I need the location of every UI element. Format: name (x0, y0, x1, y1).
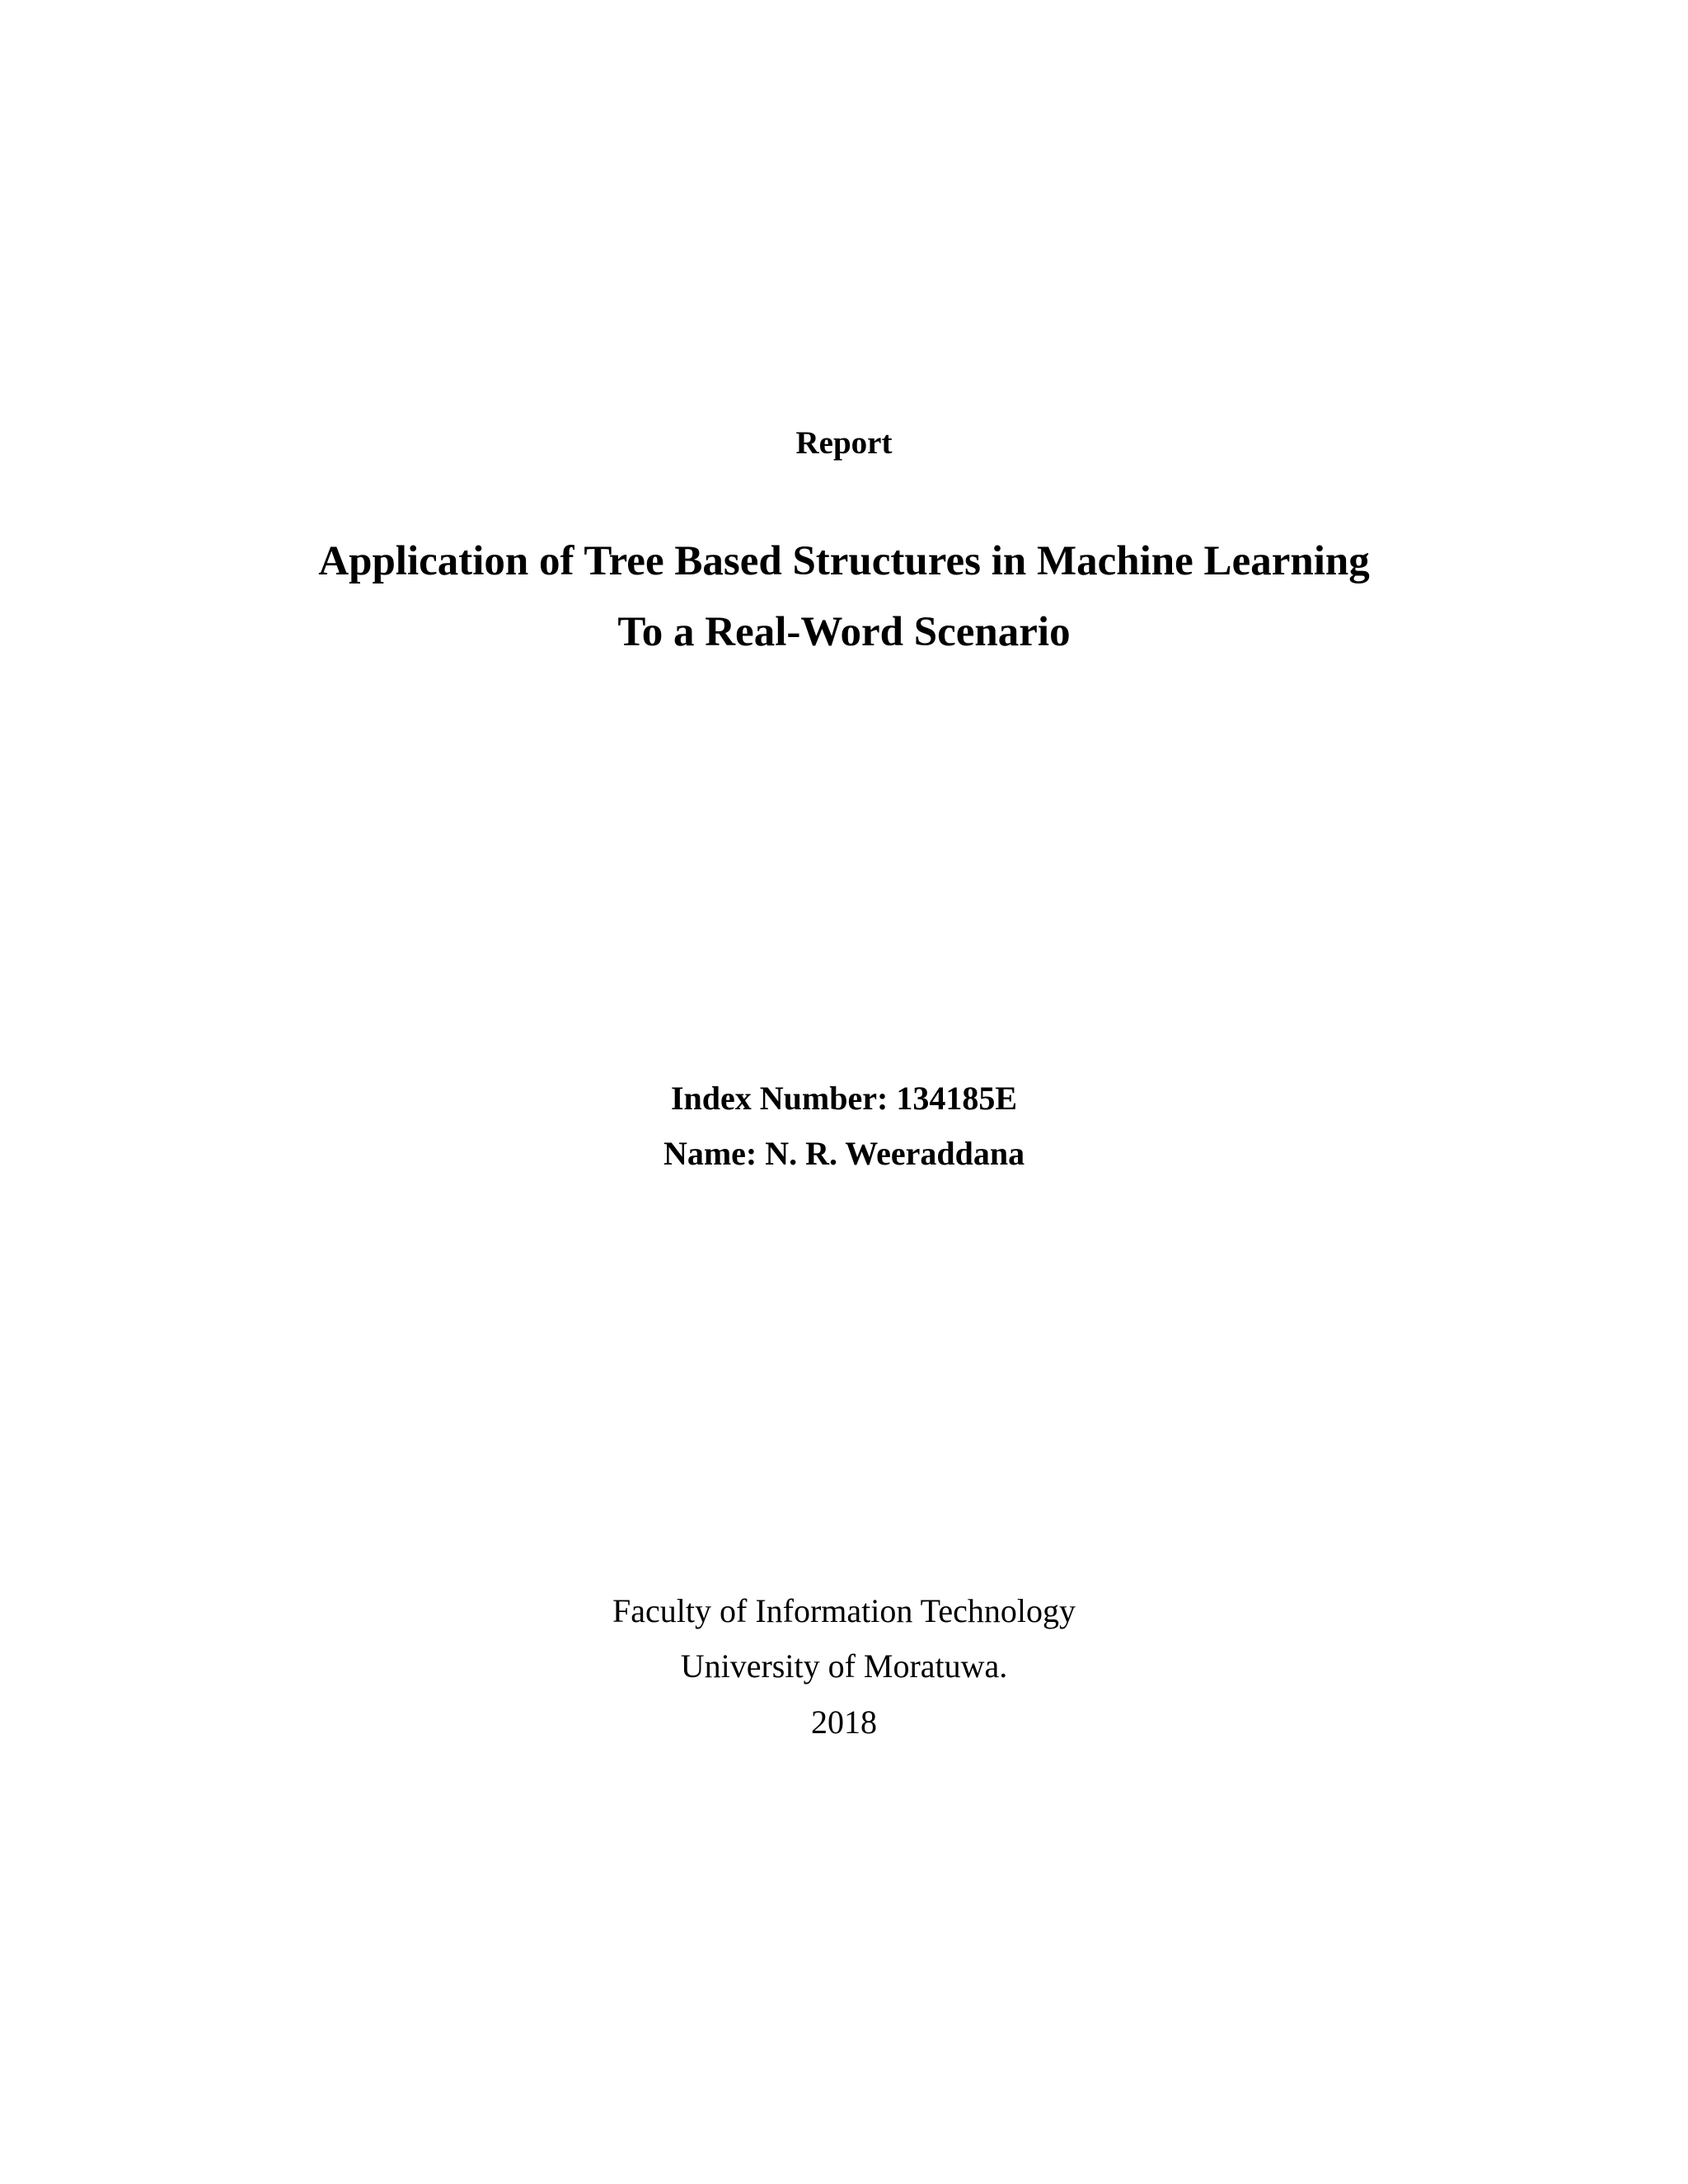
author-name: Name: N. R. Weeraddana (663, 1135, 1025, 1172)
publication-year: 2018 (811, 1704, 877, 1741)
report-title-line-1: Application of Tree Based Structures in Machine Learning (318, 538, 1370, 584)
report-title-line-2: To a Real-Word Scenario (617, 609, 1071, 655)
index-number: Index Number: 134185E (670, 1080, 1018, 1117)
report-label: Report (795, 425, 893, 461)
university-name: University of Moratuwa. (680, 1647, 1008, 1685)
faculty-name: Faculty of Information Technology (612, 1592, 1076, 1629)
